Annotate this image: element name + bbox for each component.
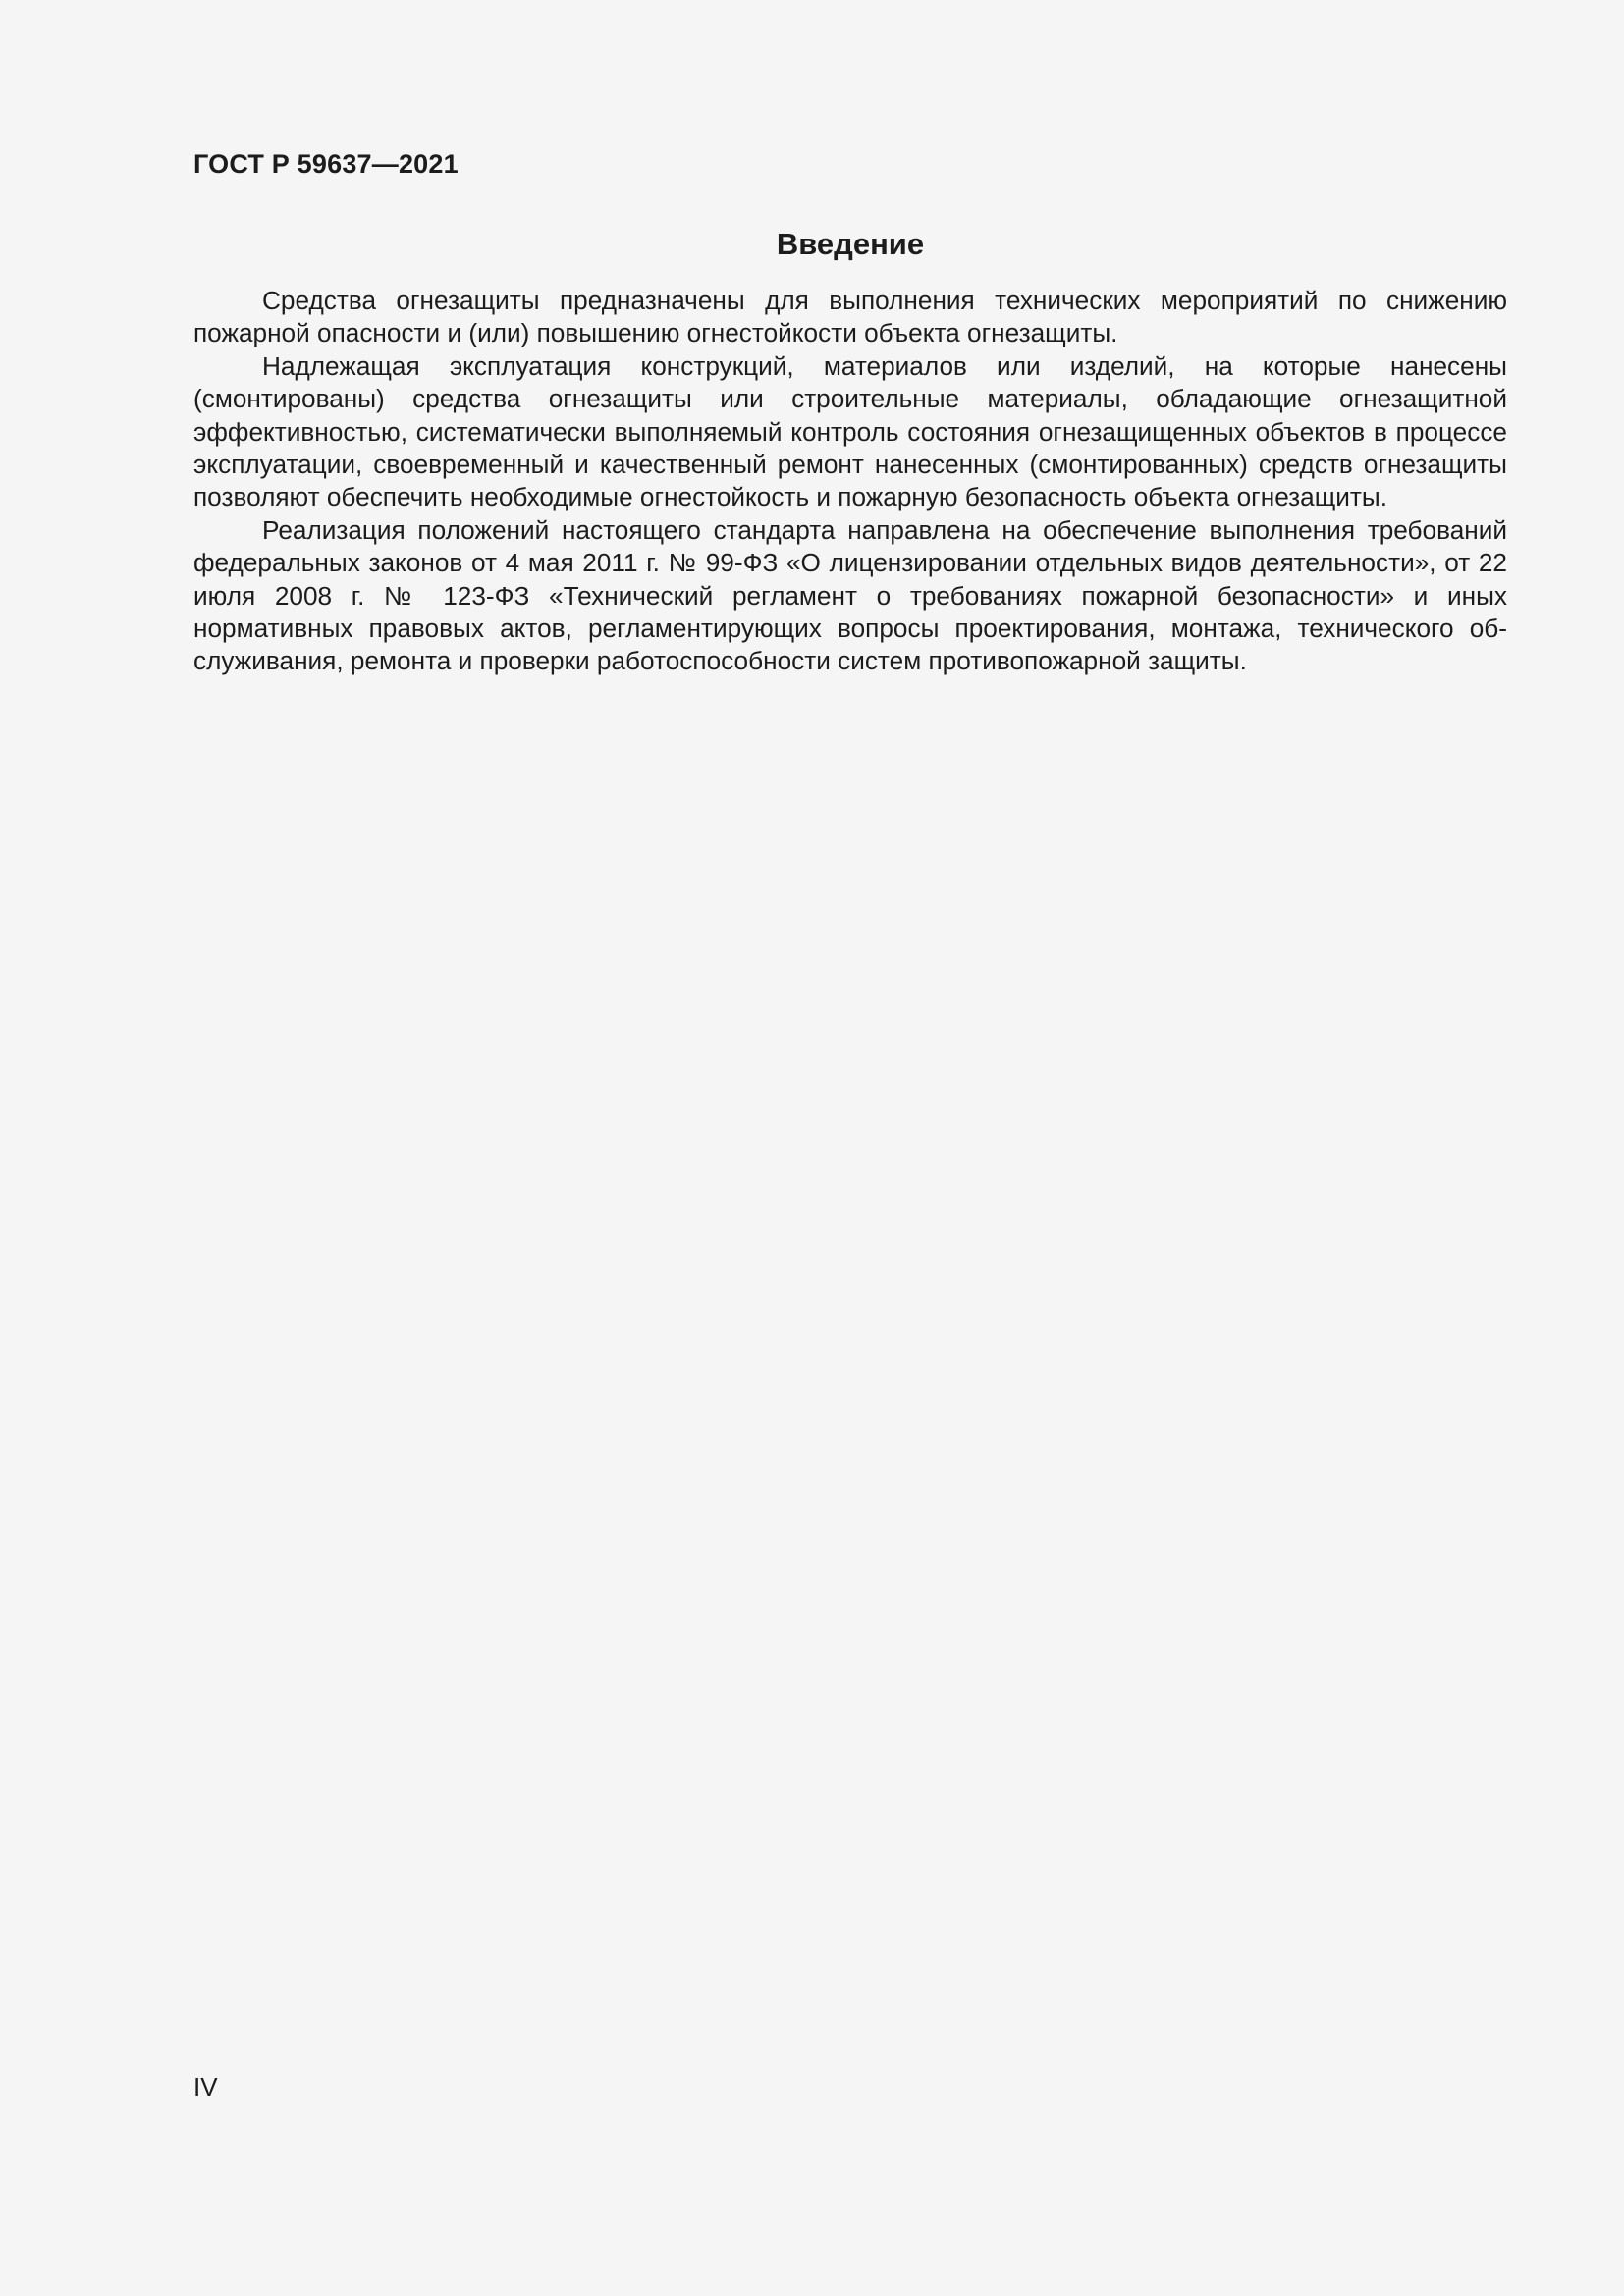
- document-id-header: ГОСТ Р 59637—2021: [193, 149, 459, 179]
- body-text: [193, 285, 1507, 678]
- paragraph-3: Реализация положений настоящего стандарта направлена на обеспечение выполнения требований федеральных законов от 4 мая 2011 г. № 99-ФЗ «О лицензировании отдельных видов деятельности», от 22 июля 2008 г. № 123-ФЗ «Технический регламент о требованиях пожарной безопасности» и иных нормативных правовых актов, регламентирующих вопросы проектирования, монтажа, технического обслуживания, ремонта и проверки работоспособности систем противопожарной защиты.: [193, 514, 1507, 676]
- page-number: IV: [193, 2072, 218, 2102]
- section-title: Введение: [776, 227, 925, 261]
- paragraph-1: Средства огнезащиты предназначены для выполнения технических мероприятий по снижению пожарной опасности и (или) повышению огнестойкости объекта огнезащиты.: [193, 286, 1507, 348]
- paragraph-2: Надлежащая эксплуатация конструкций, материалов или изделий, на которые нанесены (смонтированы) средства огнезащиты или строительные материалы, обладающие огнезащитной эффективностью, систематически выполняемый контроль состояния огнезащищенных объектов в процессе эксплуатации, своевременный и качественный ремонт нанесенных (смонтированных) средств огнезащиты позволяют обеспечить необходимые огнестойкость и пожарную безопасность объекта огнезащиты.: [193, 350, 1507, 512]
